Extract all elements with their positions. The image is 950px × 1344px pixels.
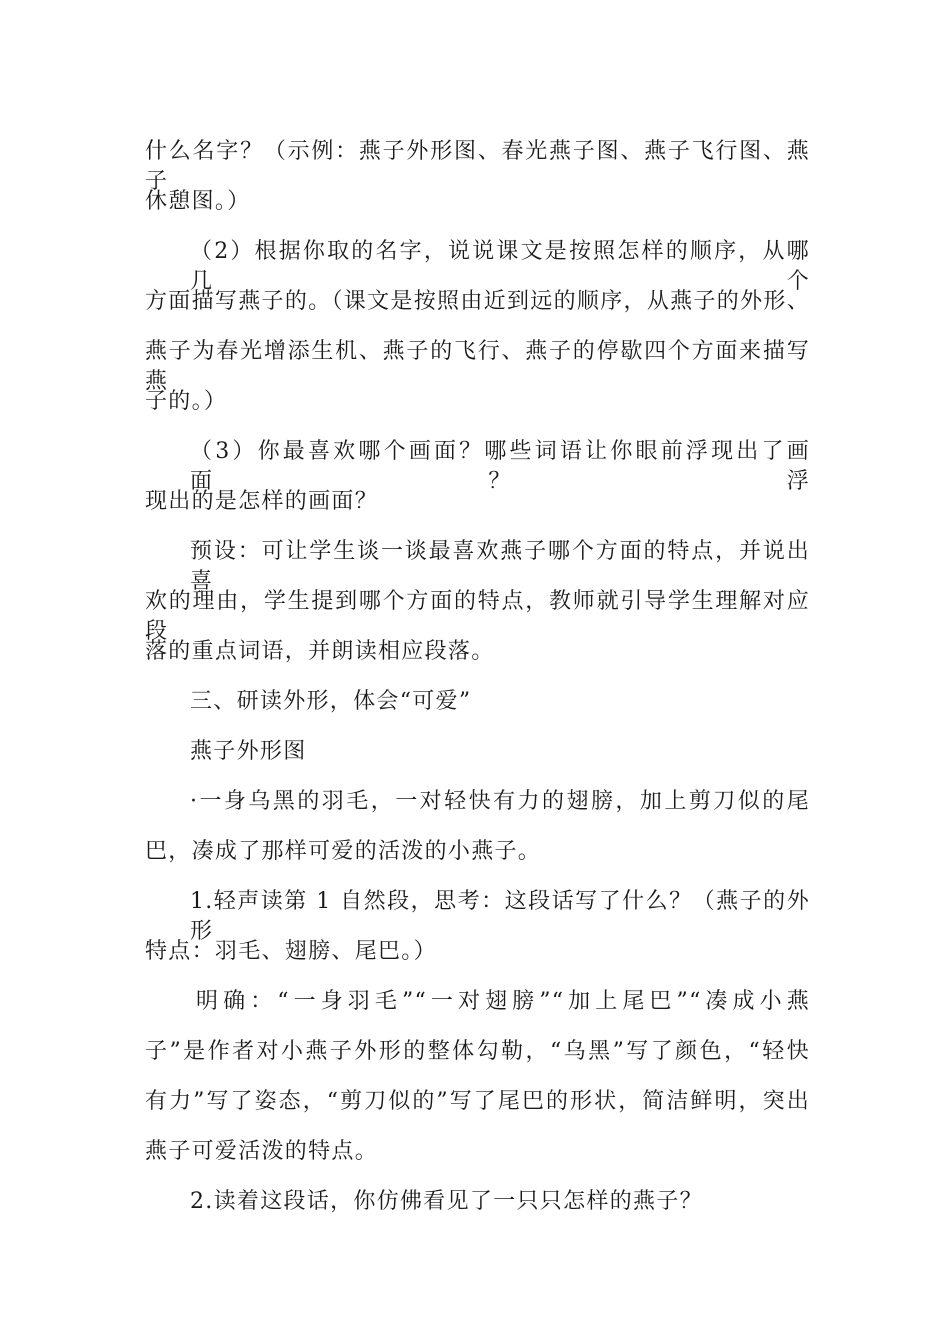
- text-line: 现出的是怎样的画面？: [145, 489, 379, 514]
- text-line: 燕子可爱活泼的特点。: [145, 1139, 379, 1164]
- text-line: 子的。）: [145, 389, 228, 414]
- text-line: （3）你最喜欢哪个画面？哪些词语让你眼前浮现出了画面？浮: [190, 439, 810, 494]
- text-line: 2.读着这段话，你仿佛看见了一只只怎样的燕子？: [190, 1189, 703, 1214]
- text-line: 预设：可让学生谈一谈最喜欢燕子哪个方面的特点，并说出喜: [190, 539, 810, 594]
- text-line: 欢的理由，学生提到哪个方面的特点，教师就引导学生理解对应段: [145, 589, 810, 644]
- text-line: （2）根据你取的名字，说说课文是按照怎样的顺序，从哪几个: [190, 239, 810, 294]
- quote-line: 巴，凑成了那样可爱的活泼的小燕子。: [145, 839, 542, 864]
- text-line: 子”是作者对小燕子外形的整体勾勒，“乌黑”写了颜色，“轻快: [145, 1039, 810, 1064]
- text-line: 燕子为春光增添生机、燕子的飞行、燕子的停歇四个方面来描写燕: [145, 339, 810, 394]
- text-line: 落的重点词语，并朗读相应段落。: [145, 639, 495, 664]
- figure-title: 燕子外形图: [190, 739, 307, 764]
- text-line: 休憩图。）: [145, 189, 251, 214]
- text-line: 明确：“一身羽毛”“一对翅膀”“加上尾巴”“凑成小燕: [196, 989, 810, 1014]
- text-line: 什么名字？（示例：燕子外形图、春光燕子图、燕子飞行图、燕子: [145, 139, 810, 194]
- text-line: 方面描写燕子的。（课文是按照由近到远的顺序，从燕子的外形、: [145, 289, 810, 314]
- text-line: 1.轻声读第 1 自然段，思考：这段话写了什么？（燕子的外形: [190, 889, 810, 944]
- section-heading: 三、研读外形，体会“可爱”: [190, 689, 472, 714]
- text-line: 特点：羽毛、翅膀、尾巴。）: [145, 939, 437, 964]
- quote-line: ·一身乌黑的羽毛，一对轻快有力的翅膀，加上剪刀似的尾: [190, 789, 810, 814]
- text-line: 有力”写了姿态，“剪刀似的”写了尾巴的形状，简洁鲜明，突出: [145, 1089, 810, 1114]
